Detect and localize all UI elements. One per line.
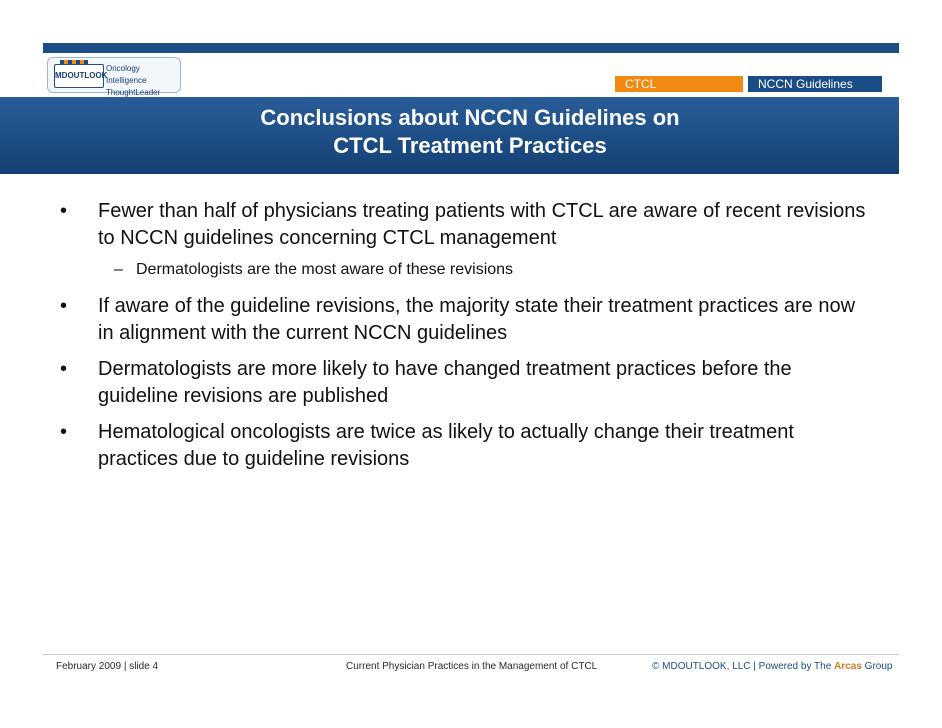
sub-bullet-item [54,259,874,281]
footer-date-slide: February 2009 | slide 4 [56,661,159,672]
logo-mark: MDOUTLOOK [54,64,104,88]
slide-body [54,198,874,482]
top-rule [43,43,899,53]
bullet-text: Fewer than half of physicians treating patients with CTCL are aware of recent revisions to NCCN guidelines concerning CTCL management [98,200,866,249]
bullet-text: Dermatologists are more likely to have changed treatment practices before the guideline revisions are published [98,358,792,407]
tab-ctcl[interactable]: CTCL [615,76,743,92]
bullet-icon: • [60,421,68,443]
bullet-icon: • [60,358,68,380]
bullet-item [54,293,874,347]
footer-copyright-text: © MDOUTLOOK, LLC | Powered by The [652,661,835,672]
slide-title-line1: Conclusions about NCCN Guidelines on [260,105,680,130]
bullet-text: Hematological oncologists are twice as likely to actually change their treatment practices due to guideline revisions [98,421,794,470]
tab-nccn-guidelines[interactable]: NCCN Guidelines [748,76,882,92]
bullet-text: If aware of the guideline revisions, the majority state their treatment practices are now in alignment with the current NCCN guidelines [98,295,856,344]
slide-header [43,53,899,97]
footer-rule [43,654,899,655]
footer-copyright [652,661,892,672]
footer-presentation-title: Current Physician Practices in the Management of CTCL [346,661,598,672]
bullet-icon: • [60,200,68,222]
logo-tagline-line1: Oncology Intelligence [106,64,147,85]
bullet-item [54,198,874,252]
bullet-icon: • [60,295,68,317]
slide-title [200,104,740,160]
slide-title-line2: CTCL Treatment Practices [333,133,607,158]
dash-icon: – [114,261,123,278]
mdoutlook-logo [47,57,181,97]
bullet-item [54,419,874,473]
logo-tagline-line2: ThoughtLeader [106,88,161,97]
bullet-item [54,356,874,410]
footer-brand: Arcas [834,661,862,672]
title-band [0,97,899,174]
sub-bullet-text: Dermatologists are the most aware of these revisions [136,261,514,278]
footer-brand-suffix: Group [861,661,893,672]
